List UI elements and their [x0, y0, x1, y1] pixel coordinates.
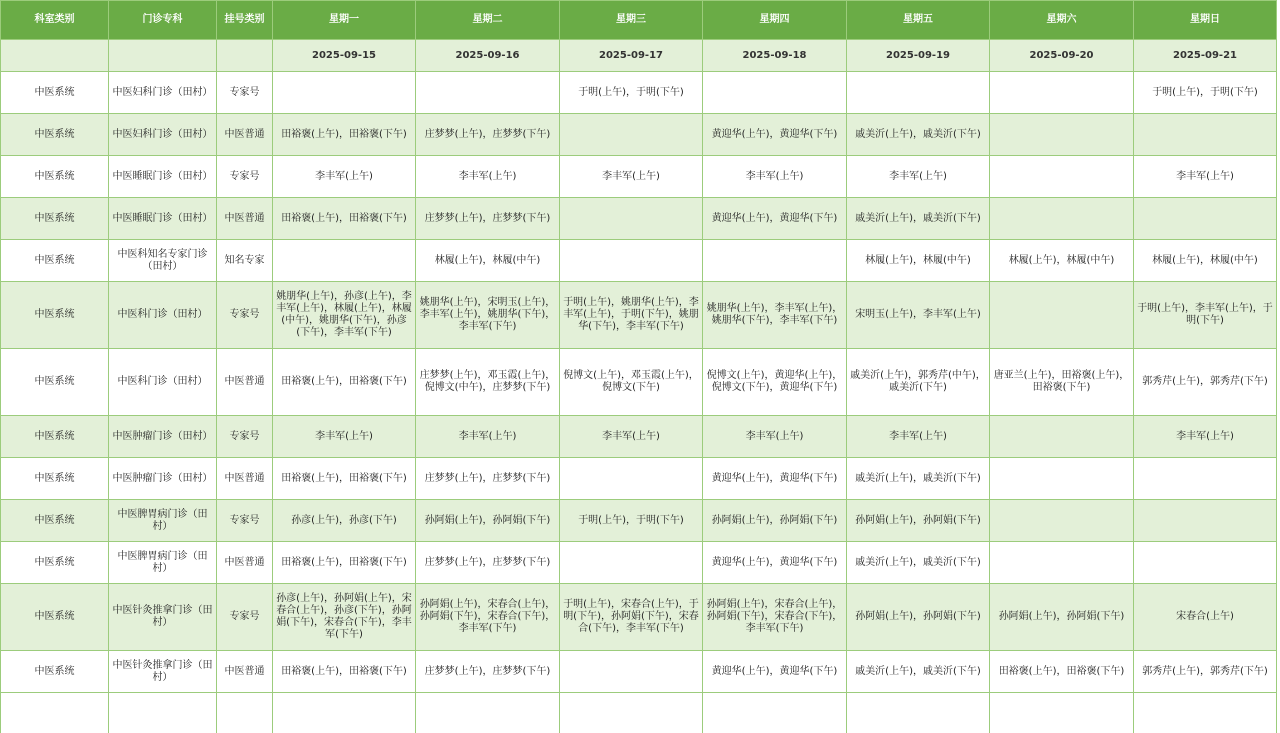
schedule-cell-sat [990, 500, 1134, 542]
schedule-cell-wed [560, 542, 703, 584]
table-row [1, 198, 1277, 240]
schedule-cell-wed [560, 651, 703, 693]
table-row [1, 282, 1277, 349]
schedule-cell-sat [990, 198, 1134, 240]
dept-type-cell: 中医系统 [1, 72, 109, 114]
empty-cell [1, 693, 109, 733]
header-clinic: 门诊专科 [109, 1, 217, 40]
schedule-cell-mon: 田裕褒(上午)，田裕褒(下午) [273, 349, 416, 416]
schedule-cell-fri: 宋明玉(上午)，李丰军(上午) [847, 282, 990, 349]
empty-cell [847, 693, 990, 733]
header-day-tue: 星期二 [416, 1, 560, 40]
schedule-cell-thu [703, 72, 847, 114]
header-day-sun: 星期日 [1134, 1, 1277, 40]
schedule-cell-tue: 庄梦梦(上午)，邓玉霞(上午)，倪博文(中午)，庄梦梦(下午) [416, 349, 560, 416]
date-blank [109, 40, 217, 72]
schedule-cell-wed: 李丰军(上午) [560, 156, 703, 198]
header-row [1, 1, 1277, 40]
schedule-cell-wed [560, 198, 703, 240]
empty-cell [703, 693, 847, 733]
table-row [1, 584, 1277, 651]
header-dept-type: 科室类别 [1, 1, 109, 40]
dept-type-cell: 中医系统 [1, 198, 109, 240]
table-row [1, 72, 1277, 114]
schedule-cell-fri: 孙阿娟(上午)，孙阿娟(下午) [847, 500, 990, 542]
schedule-cell-wed [560, 114, 703, 156]
schedule-cell-sat [990, 156, 1134, 198]
schedule-cell-thu: 孙阿娟(上午)，宋春合(上午)，孙阿娟(下午)，宋春合(下午)，李丰军(下午) [703, 584, 847, 651]
header-day-mon: 星期一 [273, 1, 416, 40]
reg-type-cell: 中医普通 [217, 542, 273, 584]
schedule-cell-sun: 于明(上午)，于明(下午) [1134, 72, 1277, 114]
schedule-cell-thu: 黄迎华(上午)，黄迎华(下午) [703, 542, 847, 584]
schedule-cell-sun [1134, 542, 1277, 584]
schedule-cell-tue: 庄梦梦(上午)，庄梦梦(下午) [416, 651, 560, 693]
schedule-cell-sun: 郭秀芹(上午)，郭秀芹(下午) [1134, 651, 1277, 693]
schedule-cell-fri [847, 72, 990, 114]
schedule-cell-sun: 李丰军(上午) [1134, 416, 1277, 458]
schedule-cell-sat [990, 72, 1134, 114]
date-sat: 2025-09-20 [990, 40, 1134, 72]
schedule-cell-mon: 田裕褒(上午)，田裕褒(下午) [273, 651, 416, 693]
reg-type-cell: 中医普通 [217, 198, 273, 240]
schedule-cell-tue: 庄梦梦(上午)，庄梦梦(下午) [416, 542, 560, 584]
empty-cell [109, 693, 217, 733]
schedule-cell-sat: 唐亚兰(上午)，田裕褒(上午)，田裕褒(下午) [990, 349, 1134, 416]
schedule-cell-mon [273, 72, 416, 114]
schedule-cell-sat: 孙阿娟(上午)，孙阿娟(下午) [990, 584, 1134, 651]
schedule-cell-sun: 宋春合(上午) [1134, 584, 1277, 651]
clinic-cell: 中医科门诊（田村） [109, 349, 217, 416]
clinic-cell: 中医科知名专家门诊（田村） [109, 240, 217, 282]
schedule-cell-thu: 孙阿娟(上午)，孙阿娟(下午) [703, 500, 847, 542]
schedule-cell-sun: 林履(上午)，林履(中午) [1134, 240, 1277, 282]
table-row [1, 651, 1277, 693]
reg-type-cell: 中医普通 [217, 651, 273, 693]
empty-cell [217, 693, 273, 733]
clinic-cell: 中医脾胃病门诊（田村） [109, 500, 217, 542]
reg-type-cell: 专家号 [217, 584, 273, 651]
clinic-cell: 中医妇科门诊（田村） [109, 114, 217, 156]
clinic-cell: 中医针灸推拿门诊（田村） [109, 584, 217, 651]
header-day-fri: 星期五 [847, 1, 990, 40]
date-blank [1, 40, 109, 72]
schedule-cell-sun: 于明(上午)，李丰军(上午)，于明(下午) [1134, 282, 1277, 349]
date-mon: 2025-09-15 [273, 40, 416, 72]
clinic-cell: 中医科门诊（田村） [109, 282, 217, 349]
schedule-cell-mon: 孙彦(上午)，孙彦(下午) [273, 500, 416, 542]
schedule-cell-fri: 林履(上午)，林履(中午) [847, 240, 990, 282]
table-row [1, 693, 1277, 733]
dept-type-cell: 中医系统 [1, 114, 109, 156]
clinic-cell: 中医脾胃病门诊（田村） [109, 542, 217, 584]
schedule-cell-thu: 黄迎华(上午)，黄迎华(下午) [703, 458, 847, 500]
table-row [1, 349, 1277, 416]
schedule-cell-thu: 黄迎华(上午)，黄迎华(下午) [703, 651, 847, 693]
dept-type-cell: 中医系统 [1, 500, 109, 542]
schedule-cell-sat [990, 416, 1134, 458]
schedule-cell-mon: 姚朋华(上午)，孙彦(上午)，李丰军(上午)，林履(上午)，林履(中午)，姚朋华(下午)，孙彦(下午)，李丰军(下午) [273, 282, 416, 349]
schedule-cell-thu: 黄迎华(上午)，黄迎华(下午) [703, 114, 847, 156]
empty-cell [416, 693, 560, 733]
schedule-cell-tue: 孙阿娟(上午)，宋春合(上午)，孙阿娟(下午)，宋春合(下午)，李丰军(下午) [416, 584, 560, 651]
schedule-cell-wed: 于明(上午)，于明(下午) [560, 500, 703, 542]
schedule-cell-mon: 孙彦(上午)，孙阿娟(上午)，宋春合(上午)，孙彦(下午)，孙阿娟(下午)，宋春合(下午)，李丰军(下午) [273, 584, 416, 651]
schedule-cell-thu: 李丰军(上午) [703, 416, 847, 458]
table-row [1, 416, 1277, 458]
schedule-cell-thu: 李丰军(上午) [703, 156, 847, 198]
empty-cell [1134, 693, 1277, 733]
empty-cell [273, 693, 416, 733]
table-row [1, 500, 1277, 542]
schedule-cell-thu: 姚朋华(上午)，李丰军(上午)，姚朋华(下午)，李丰军(下午) [703, 282, 847, 349]
schedule-cell-sat: 林履(上午)，林履(中午) [990, 240, 1134, 282]
schedule-cell-mon: 田裕褒(上午)，田裕褒(下午) [273, 198, 416, 240]
schedule-cell-wed: 于明(上午)，于明(下午) [560, 72, 703, 114]
schedule-cell-tue: 李丰军(上午) [416, 416, 560, 458]
table-row [1, 458, 1277, 500]
schedule-cell-tue [416, 72, 560, 114]
schedule-cell-fri: 戚美沂(上午)，戚美沂(下午) [847, 651, 990, 693]
date-sun: 2025-09-21 [1134, 40, 1277, 72]
clinic-cell: 中医妇科门诊（田村） [109, 72, 217, 114]
reg-type-cell: 专家号 [217, 156, 273, 198]
schedule-cell-tue: 李丰军(上午) [416, 156, 560, 198]
dept-type-cell: 中医系统 [1, 584, 109, 651]
date-row [1, 40, 1277, 72]
schedule-cell-wed: 倪博文(上午)，邓玉霞(上午)，倪博文(下午) [560, 349, 703, 416]
schedule-cell-sat [990, 542, 1134, 584]
schedule-cell-fri: 李丰军(上午) [847, 416, 990, 458]
clinic-cell: 中医睡眠门诊（田村） [109, 198, 217, 240]
dept-type-cell: 中医系统 [1, 349, 109, 416]
date-tue: 2025-09-16 [416, 40, 560, 72]
schedule-cell-wed: 李丰军(上午) [560, 416, 703, 458]
clinic-cell: 中医肿瘤门诊（田村） [109, 458, 217, 500]
dept-type-cell: 中医系统 [1, 282, 109, 349]
schedule-cell-fri: 戚美沂(上午)，戚美沂(下午) [847, 114, 990, 156]
schedule-cell-sun [1134, 458, 1277, 500]
date-wed: 2025-09-17 [560, 40, 703, 72]
schedule-cell-wed [560, 458, 703, 500]
schedule-cell-fri: 李丰军(上午) [847, 156, 990, 198]
date-fri: 2025-09-19 [847, 40, 990, 72]
schedule-cell-wed [560, 240, 703, 282]
schedule-cell-sat [990, 114, 1134, 156]
schedule-cell-tue: 孙阿娟(上午)，孙阿娟(下午) [416, 500, 560, 542]
reg-type-cell: 中医普通 [217, 458, 273, 500]
clinic-cell: 中医针灸推拿门诊（田村） [109, 651, 217, 693]
table-row [1, 114, 1277, 156]
reg-type-cell: 专家号 [217, 416, 273, 458]
schedule-cell-tue: 庄梦梦(上午)，庄梦梦(下午) [416, 458, 560, 500]
reg-type-cell: 专家号 [217, 72, 273, 114]
schedule-cell-tue: 庄梦梦(上午)，庄梦梦(下午) [416, 198, 560, 240]
reg-type-cell: 中医普通 [217, 349, 273, 416]
clinic-cell: 中医肿瘤门诊（田村） [109, 416, 217, 458]
schedule-cell-mon: 田裕褒(上午)，田裕褒(下午) [273, 458, 416, 500]
table-row [1, 240, 1277, 282]
header-day-thu: 星期四 [703, 1, 847, 40]
schedule-cell-thu: 黄迎华(上午)，黄迎华(下午) [703, 198, 847, 240]
schedule-cell-tue: 林履(上午)，林履(中午) [416, 240, 560, 282]
schedule-cell-mon: 田裕褒(上午)，田裕褒(下午) [273, 542, 416, 584]
schedule-body [1, 72, 1277, 733]
dept-type-cell: 中医系统 [1, 416, 109, 458]
schedule-cell-wed: 于明(上午)，姚朋华(上午)，李丰军(上午)，于明(下午)，姚朋华(下午)，李丰军(下午) [560, 282, 703, 349]
schedule-cell-mon: 李丰军(上午) [273, 416, 416, 458]
schedule-cell-fri: 戚美沂(上午)，郭秀芹(中午)，戚美沂(下午) [847, 349, 990, 416]
schedule-cell-thu [703, 240, 847, 282]
header-day-sat: 星期六 [990, 1, 1134, 40]
schedule-cell-fri: 戚美沂(上午)，戚美沂(下午) [847, 458, 990, 500]
schedule-cell-sun [1134, 114, 1277, 156]
schedule-cell-sat [990, 458, 1134, 500]
schedule-cell-sun: 郭秀芹(上午)，郭秀芹(下午) [1134, 349, 1277, 416]
schedule-cell-thu: 倪博文(上午)，黄迎华(上午)，倪博文(下午)，黄迎华(下午) [703, 349, 847, 416]
schedule-cell-mon [273, 240, 416, 282]
dept-type-cell: 中医系统 [1, 458, 109, 500]
schedule-cell-sun [1134, 198, 1277, 240]
schedule-cell-fri: 戚美沂(上午)，戚美沂(下午) [847, 198, 990, 240]
header-day-wed: 星期三 [560, 1, 703, 40]
schedule-cell-fri: 孙阿娟(上午)，孙阿娟(下午) [847, 584, 990, 651]
schedule-cell-tue: 庄梦梦(上午)，庄梦梦(下午) [416, 114, 560, 156]
schedule-cell-mon: 田裕褒(上午)，田裕褒(下午) [273, 114, 416, 156]
header-reg-type: 挂号类别 [217, 1, 273, 40]
empty-cell [560, 693, 703, 733]
schedule-cell-sat: 田裕褒(上午)，田裕褒(下午) [990, 651, 1134, 693]
dept-type-cell: 中医系统 [1, 240, 109, 282]
dept-type-cell: 中医系统 [1, 651, 109, 693]
schedule-cell-tue: 姚朋华(上午)，宋明玉(上午)，李丰军(上午)，姚朋华(下午)，李丰军(下午) [416, 282, 560, 349]
schedule-cell-sat [990, 282, 1134, 349]
date-thu: 2025-09-18 [703, 40, 847, 72]
reg-type-cell: 知名专家 [217, 240, 273, 282]
schedule-cell-mon: 李丰军(上午) [273, 156, 416, 198]
reg-type-cell: 专家号 [217, 282, 273, 349]
table-row [1, 542, 1277, 584]
clinic-cell: 中医睡眠门诊（田村） [109, 156, 217, 198]
dept-type-cell: 中医系统 [1, 156, 109, 198]
date-blank [217, 40, 273, 72]
schedule-cell-sun: 李丰军(上午) [1134, 156, 1277, 198]
empty-cell [990, 693, 1134, 733]
dept-type-cell: 中医系统 [1, 542, 109, 584]
schedule-cell-wed: 于明(上午)，宋春合(上午)，于明(下午)，孙阿娟(下午)，宋春合(下午)，李丰军(下午) [560, 584, 703, 651]
reg-type-cell: 专家号 [217, 500, 273, 542]
schedule-cell-sun [1134, 500, 1277, 542]
schedule-cell-fri: 戚美沂(上午)，戚美沂(下午) [847, 542, 990, 584]
reg-type-cell: 中医普通 [217, 114, 273, 156]
table-row [1, 156, 1277, 198]
